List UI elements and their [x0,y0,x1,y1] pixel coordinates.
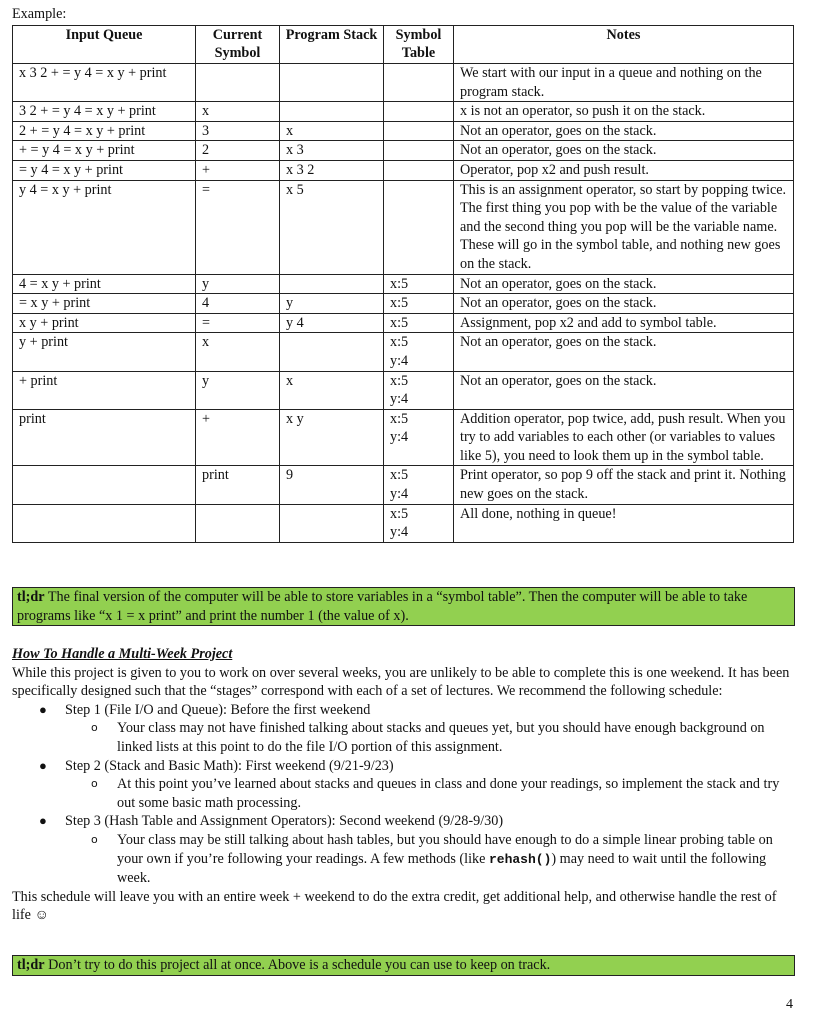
list-item [12,812,792,887]
list-item [12,757,792,813]
cell-current-symbol: 3 [196,121,280,141]
cell-input-queue: x 3 2 + = y 4 = x y + print [13,64,196,102]
cell-notes: Not an operator, goes on the stack. [454,294,794,314]
cell-symbol-table [384,160,454,180]
cell-notes: Not an operator, goes on the stack. [454,274,794,294]
circle-bullet-icon: o [91,777,98,791]
cell-program-stack: y [280,294,384,314]
cell-input-queue: 2 + = y 4 = x y + print [13,121,196,141]
cell-program-stack [280,64,384,102]
table-row [13,141,794,161]
cell-notes: Operator, pop x2 and push result. [454,160,794,180]
cell-notes: This is an assignment operator, so start by popping twice. The first thing you pop with be the value of the variable and the second thing you pop will be the variable name. These will go in the symbol table, and nothing new goes on the stack. [454,180,794,274]
cell-current-symbol: + [196,409,280,466]
table-row [13,409,794,466]
cell-symbol-table [384,102,454,122]
circle-bullet-icon: o [91,832,98,846]
table-row [13,102,794,122]
table-row [13,274,794,294]
cell-current-symbol: + [196,160,280,180]
cell-symbol-table: x:5 [384,294,454,314]
cell-input-queue: + print [13,371,196,409]
cell-notes: Not an operator, goes on the stack. [454,333,794,371]
cell-input-queue: 3 2 + = y 4 = x y + print [13,102,196,122]
cell-notes: We start with our input in a queue and nothing on the program stack. [454,64,794,102]
table-row [13,294,794,314]
step-detail-before: Your class may be still talking about hash tables, but you should have enough to do a simple linear probing table on your own if you’re following your readings. A few methods (like [117,831,773,867]
step-detail: Your class may not have finished talking about stacks and queues yet, but you should have enough background on linked lists at this point to do the file I/O portion of this assignment. [117,720,765,755]
cell-program-stack: x 3 2 [280,160,384,180]
cell-input-queue: 4 = x y + print [13,274,196,294]
cell-input-queue: print [13,409,196,466]
cell-symbol-table: x:5 y:4 [384,333,454,371]
cell-input-queue: y + print [13,333,196,371]
cell-program-stack: x [280,121,384,141]
step-label: Step 3 (Hash Table and Assignment Operators): Second weekend (9/28-9/30) [65,813,504,830]
table-row [13,121,794,141]
bullet-icon: ● [39,701,47,717]
table-row [13,466,794,504]
header-program-stack: Program Stack [280,26,384,64]
cell-current-symbol: x [196,102,280,122]
table-row [13,504,794,542]
cell-notes: Assignment, pop x2 and add to symbol table. [454,313,794,333]
cell-symbol-table: x:5 [384,274,454,294]
cell-input-queue: x y + print [13,313,196,333]
cell-input-queue: = x y + print [13,294,196,314]
cell-symbol-table [384,121,454,141]
cell-current-symbol [196,64,280,102]
step-detail-after: ) may need to wait until the following week. [117,850,767,887]
schedule-list [12,701,792,888]
tldr-label: tl;dr [17,957,45,973]
table-row [13,313,794,333]
cell-program-stack [280,504,384,542]
cell-program-stack: x [280,371,384,409]
tldr-label: tl;dr [17,589,45,605]
table-row [13,160,794,180]
cell-current-symbol: 4 [196,294,280,314]
section-title: How To Handle a Multi-Week Project [12,646,233,662]
header-notes: Notes [454,26,794,64]
cell-input-queue [13,466,196,504]
list-item [65,831,792,888]
cell-notes: Not an operator, goes on the stack. [454,141,794,161]
list-item [12,701,792,757]
cell-current-symbol [196,504,280,542]
circle-bullet-icon: o [91,721,98,735]
header-current-symbol: Current Symbol [196,26,280,64]
cell-input-queue: + = y 4 = x y + print [13,141,196,161]
header-input-queue: Input Queue [13,26,196,64]
rehash-code: rehash() [488,851,552,867]
cell-symbol-table: x:5 y:4 [384,466,454,504]
cell-symbol-table: x:5 [384,313,454,333]
section-closing: This schedule will leave you with an entire week + weekend to do the extra credit, get additional help, and otherwise handle the rest of life ☺ [12,888,777,924]
cell-current-symbol: y [196,371,280,409]
page-number: 4 [786,997,793,1012]
cell-program-stack: 9 [280,466,384,504]
list-item [65,719,792,756]
cell-notes: Addition operator, pop twice, add, push result. When you try to add variables to each other (or variables to values like 5), you need to look them up in the symbol table. [454,409,794,466]
cell-current-symbol: y [196,274,280,294]
table-header-row [13,26,794,64]
list-item [65,775,792,812]
cell-program-stack [280,333,384,371]
execution-trace-table [12,25,794,543]
multi-week-section [12,645,792,925]
cell-input-queue: y 4 = x y + print [13,180,196,274]
cell-program-stack: x y [280,409,384,466]
cell-symbol-table [384,141,454,161]
table-row [13,371,794,409]
cell-current-symbol: = [196,180,280,274]
cell-current-symbol: print [196,466,280,504]
bullet-icon: ● [39,813,47,829]
tldr-text: Don’t try to do this project all at once. Above is a schedule you can use to keep on track. [44,957,551,973]
table-row [13,64,794,102]
cell-notes: Not an operator, goes on the stack. [454,371,794,409]
cell-program-stack: x 3 [280,141,384,161]
cell-program-stack: x 5 [280,180,384,274]
cell-symbol-table [384,180,454,274]
cell-notes: All done, nothing in queue! [454,504,794,542]
section-intro: While this project is given to you to work on over several weeks, you are unlikely to be able to complete this is one weekend. It has been specifically designed such that the “stages” correspond with each of a set of lectures. We recommend the following schedule: [12,664,790,700]
step-detail: At this point you’ve learned about stacks and queues in class and done your readings, so implement the stack and try out some basic math processing. [117,776,780,811]
header-symbol-table: Symbol Table [384,26,454,64]
cell-symbol-table [384,64,454,102]
cell-program-stack: y 4 [280,313,384,333]
cell-symbol-table: x:5 y:4 [384,504,454,542]
cell-input-queue [13,504,196,542]
cell-notes: Not an operator, goes on the stack. [454,121,794,141]
bullet-icon: ● [39,757,47,773]
cell-current-symbol: = [196,313,280,333]
cell-current-symbol: 2 [196,141,280,161]
cell-symbol-table: x:5 y:4 [384,371,454,409]
table-row [13,333,794,371]
cell-symbol-table: x:5 y:4 [384,409,454,466]
cell-notes: x is not an operator, so push it on the stack. [454,102,794,122]
tldr-banner-schedule [12,955,795,976]
cell-input-queue: = y 4 = x y + print [13,160,196,180]
tldr-banner-symbol-table [12,587,795,626]
step-label: Step 1 (File I/O and Queue): Before the first weekend [65,701,371,718]
example-label: Example: [12,6,67,22]
table-row [13,180,794,274]
cell-program-stack [280,274,384,294]
cell-current-symbol: x [196,333,280,371]
tldr-text: The final version of the computer will be able to store variables in a “symbol table”. Then the computer will be able to take programs like “x 1 = x print” and print the number 1 (the value of x). [17,589,748,624]
cell-notes: Print operator, so pop 9 off the stack and print it. Nothing new goes on the stack. [454,466,794,504]
cell-program-stack [280,102,384,122]
step-label: Step 2 (Stack and Basic Math): First weekend (9/21-9/23) [65,757,394,774]
